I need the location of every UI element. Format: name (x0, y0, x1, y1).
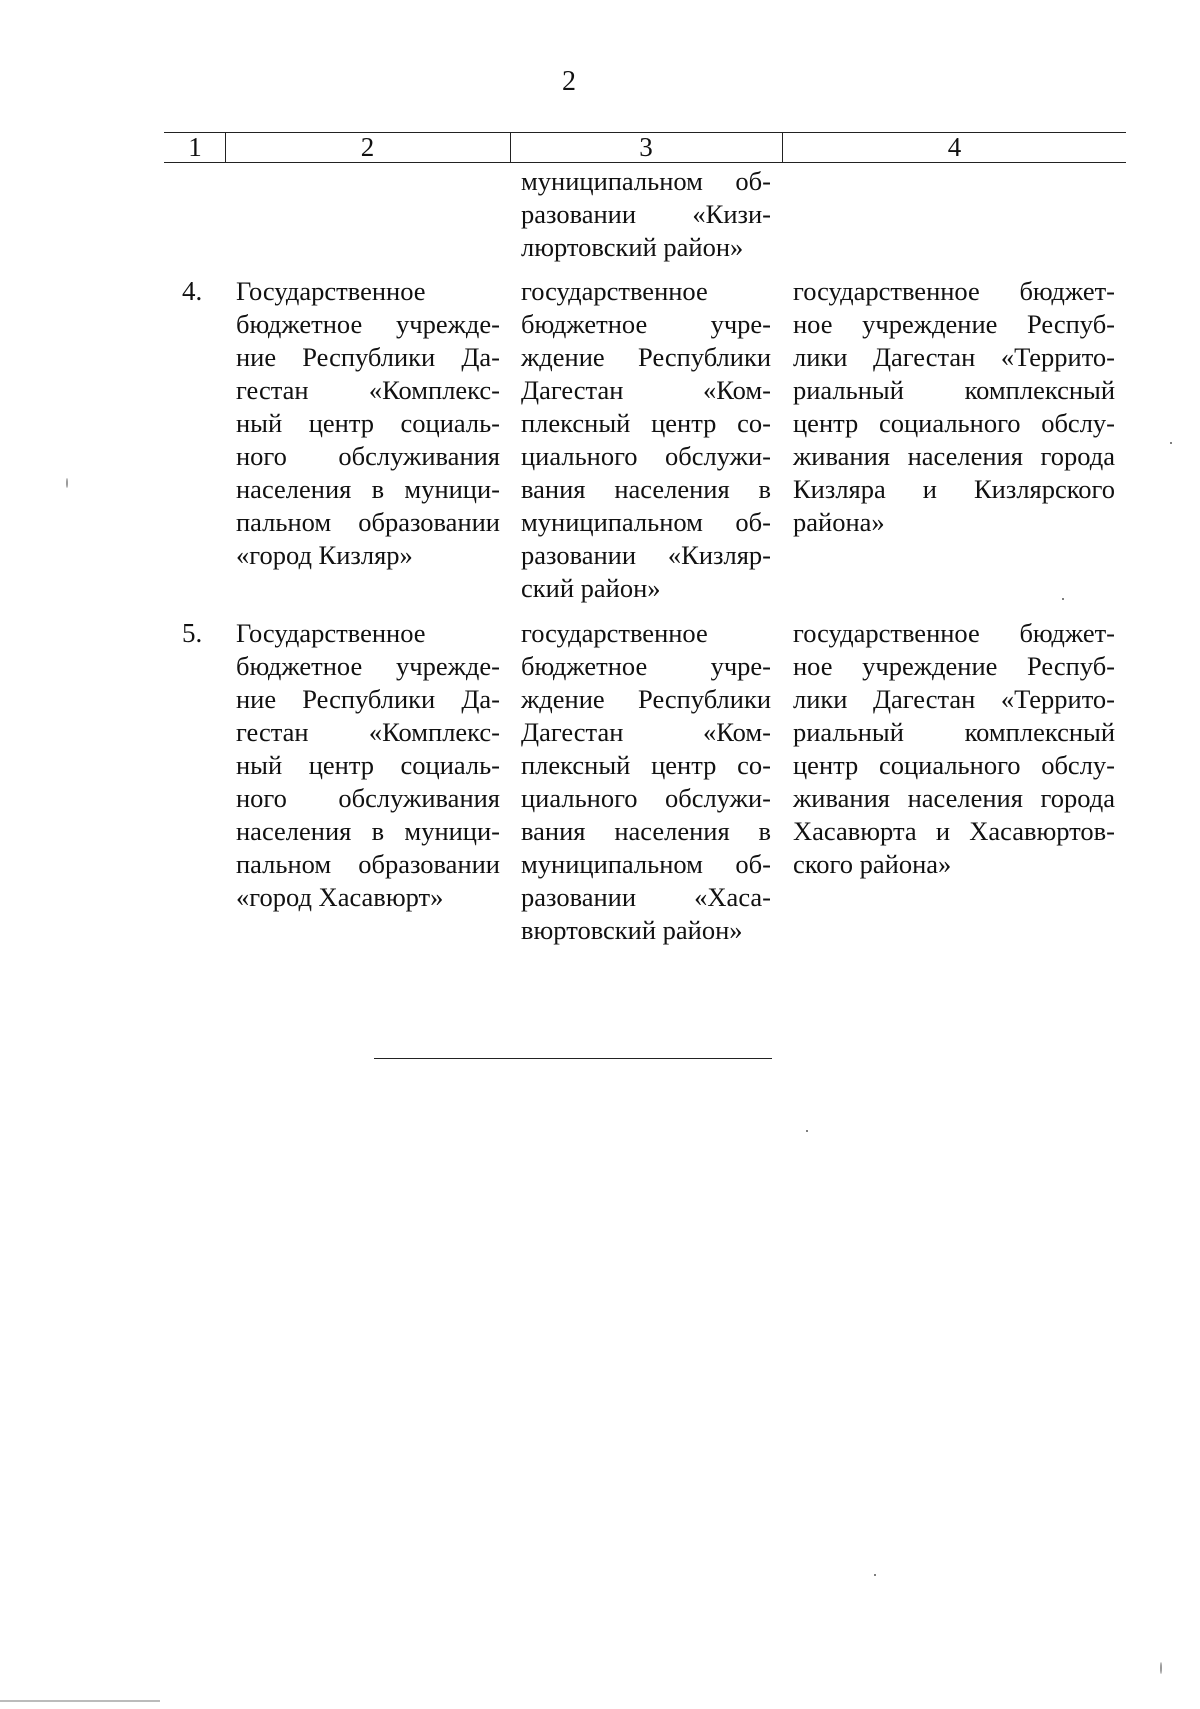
continuation-col3 (521, 165, 771, 264)
row-5-col4 (793, 617, 1115, 881)
text-line: гестан «Комплекс- (236, 717, 500, 747)
header-divider-3 (782, 132, 783, 162)
text-line: ного обслуживания (236, 441, 500, 471)
text-line: «город Кизляр» (236, 540, 413, 570)
text-line: Кизляра и Кизлярского (793, 474, 1115, 504)
text-line: ние Республики Да- (236, 342, 500, 372)
text-line: населения в муници- (236, 474, 500, 504)
scan-speck (66, 478, 68, 488)
text-line: ского района» (793, 849, 952, 879)
end-of-document-rule (374, 1058, 772, 1059)
text-line: ждение Республики (521, 342, 771, 372)
scan-speck (1062, 598, 1064, 600)
column-header-3: 3 (639, 132, 653, 162)
text-line: государственное бюджет- (793, 618, 1115, 648)
row-5-col3 (521, 617, 771, 947)
text-line: пальном образовании (236, 507, 500, 537)
text-line: риальный комплексный (793, 717, 1115, 747)
text-line: гестан «Комплекс- (236, 375, 500, 405)
text-line: живания населения города (793, 441, 1115, 471)
text-line: бюджетное учре- (521, 651, 771, 681)
text-line: люртовский район» (521, 232, 744, 262)
text-line: муниципальном об- (521, 507, 771, 537)
text-line: разовании «Кизи- (521, 199, 771, 229)
text-line: плексный центр со- (521, 750, 771, 780)
text-line: лики Дагестан «Террито- (793, 684, 1115, 714)
text-line: циального обслужи- (521, 783, 771, 813)
text-line: муниципальном об- (521, 849, 771, 879)
text-line: муниципальном об- (521, 166, 771, 196)
text-line: Хасавюрта и Хасавюртов- (793, 816, 1115, 846)
text-line: вания населения в (521, 474, 771, 504)
text-line: ный центр социаль- (236, 750, 500, 780)
row-5-col2 (236, 617, 500, 914)
text-line: вюртовский район» (521, 915, 743, 945)
text-line: ного обслуживания (236, 783, 500, 813)
column-header-4: 4 (947, 132, 962, 162)
text-line: Государственное (236, 276, 426, 306)
text-line: Дагестан «Ком- (521, 375, 771, 405)
text-line: центр социального обслу- (793, 750, 1115, 780)
text-line: государственное (521, 618, 708, 648)
text-line: ждение Республики (521, 684, 771, 714)
text-line: населения в муници- (236, 816, 500, 846)
row-number: 5. (182, 618, 203, 648)
text-line: ное учреждение Респуб- (793, 651, 1115, 681)
text-line: лики Дагестан «Террито- (793, 342, 1115, 372)
column-header-2: 2 (360, 132, 375, 162)
text-line: ный центр социаль- (236, 408, 500, 438)
column-header-1: 1 (188, 132, 202, 162)
header-divider-2 (510, 132, 511, 162)
scan-speck (806, 1130, 808, 1132)
page-number: 2 (562, 66, 576, 97)
text-line: бюджетное учрежде- (236, 651, 500, 681)
text-line: Дагестан «Ком- (521, 717, 771, 747)
text-line: циального обслужи- (521, 441, 771, 471)
text-line: живания населения города (793, 783, 1115, 813)
text-line: ский район» (521, 573, 661, 603)
text-line: Государственное (236, 618, 426, 648)
scan-speck (1170, 442, 1172, 444)
text-line: плексный центр со- (521, 408, 771, 438)
text-line: пальном образовании (236, 849, 500, 879)
row-4-col3 (521, 275, 771, 605)
row-4-col4 (793, 275, 1115, 539)
row-number: 4. (182, 276, 203, 306)
text-line: государственное бюджет- (793, 276, 1115, 306)
scan-speck (874, 1574, 876, 1576)
text-line: бюджетное учре- (521, 309, 771, 339)
text-line: центр социального обслу- (793, 408, 1115, 438)
text-line: ние Республики Да- (236, 684, 500, 714)
text-line: ное учреждение Респуб- (793, 309, 1115, 339)
scan-speck (1160, 1662, 1162, 1674)
text-line: «город Хасавюрт» (236, 882, 444, 912)
text-line: района» (793, 507, 885, 537)
header-divider-1 (225, 132, 226, 162)
text-line: разовании «Кизляр- (521, 540, 771, 570)
row-4-col2 (236, 275, 500, 572)
text-line: разовании «Хаса- (521, 882, 771, 912)
table-header-bottom-rule (164, 162, 1126, 163)
text-line: бюджетное учрежде- (236, 309, 500, 339)
text-line: государственное (521, 276, 708, 306)
text-line: риальный комплексный (793, 375, 1115, 405)
text-line: вания населения в (521, 816, 771, 846)
scan-speck (0, 1700, 160, 1702)
